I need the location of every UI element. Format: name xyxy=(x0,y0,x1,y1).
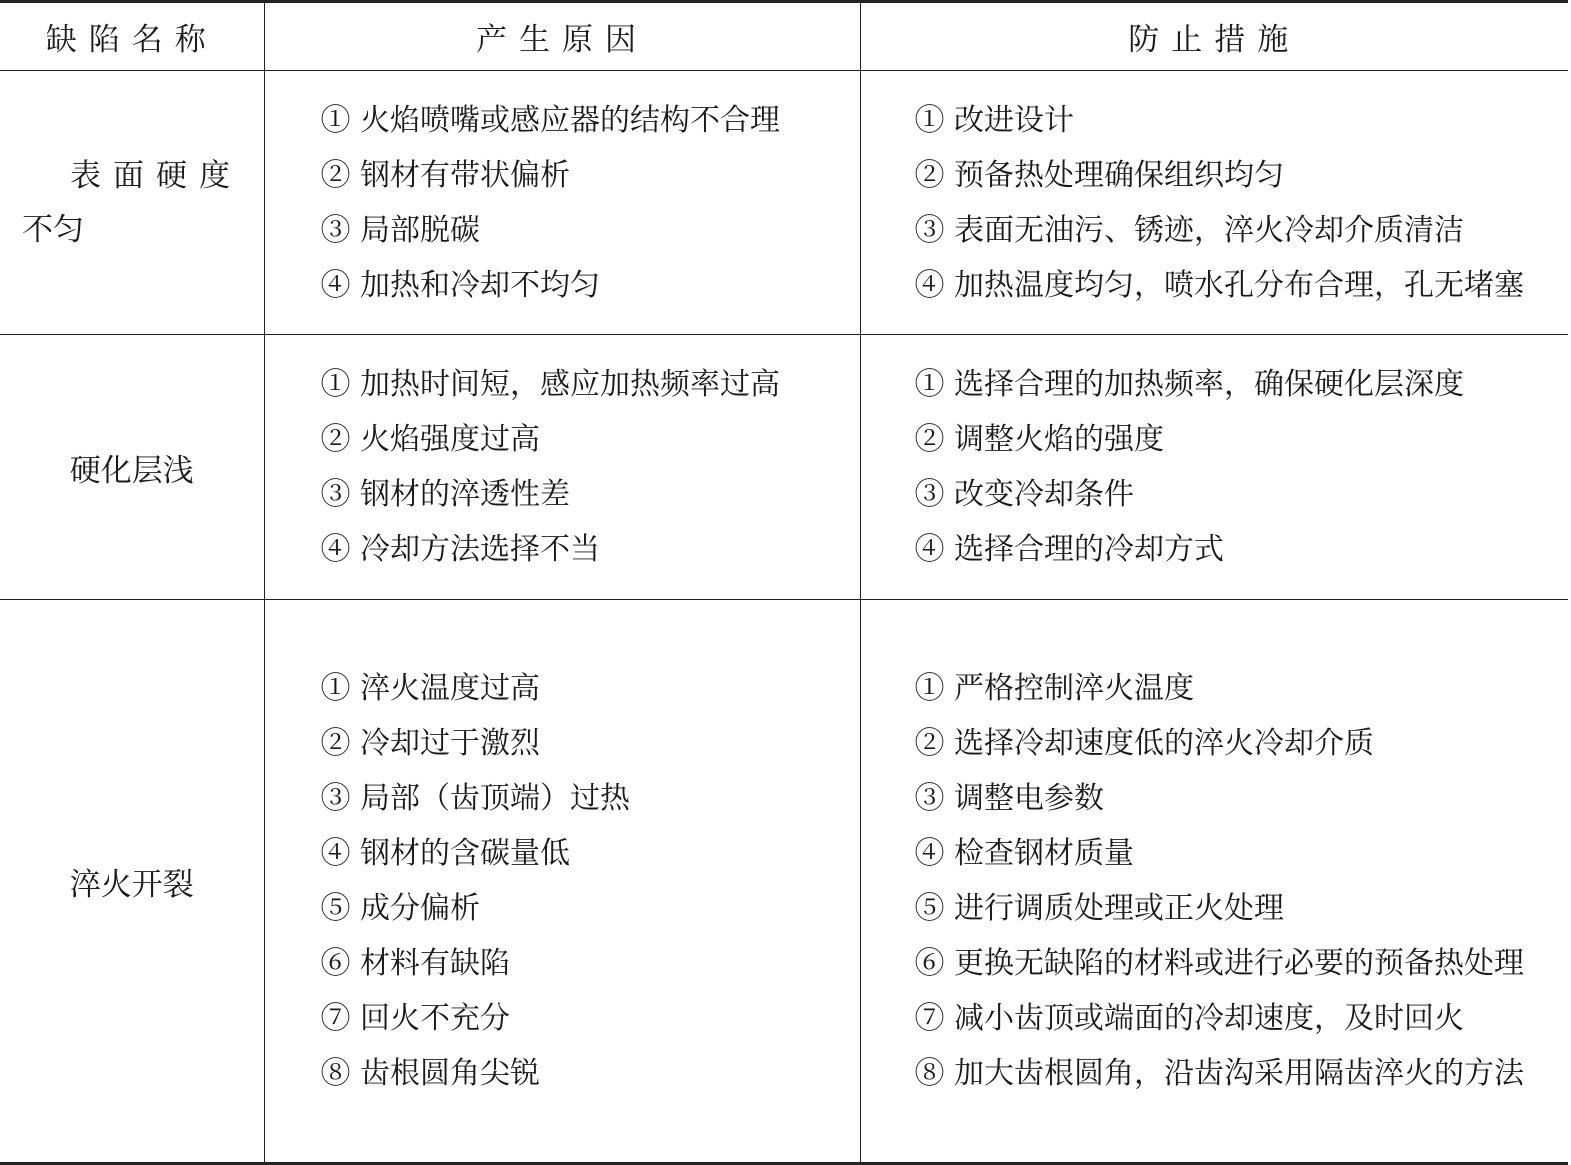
cause-item: ① 火焰喷嘴或感应器的结构不合理 xyxy=(320,102,781,138)
header-row xyxy=(0,2,1568,71)
cause-item: ⑧ 齿根圆角尖锐 xyxy=(320,1056,541,1091)
measure-item: ③ 调整电参数 xyxy=(914,781,1105,816)
measure-item: ④ 检查钢材质量 xyxy=(914,836,1135,871)
defect-name-cell: 淬火开裂 xyxy=(0,600,264,1164)
measure-item: ④ 加热温度均匀，喷水孔分布合理，孔无堵塞 xyxy=(914,267,1525,303)
table-row xyxy=(0,71,1568,335)
cause-item: ③ 局部脱碳 xyxy=(320,212,481,248)
measure-cell xyxy=(860,71,1568,335)
measure-cell xyxy=(860,600,1568,1164)
cause-cell xyxy=(264,71,860,335)
defect-name-line2: 不匀 xyxy=(22,211,84,248)
measure-item: ⑦ 减小齿顶或端面的冷却速度，及时回火 xyxy=(914,1001,1465,1036)
cause-item: ② 火焰强度过高 xyxy=(320,422,541,457)
measure-item: ⑥ 更换无缺陷的材料或进行必要的预备热处理 xyxy=(914,946,1525,981)
measure-item: ① 严格控制淬火温度 xyxy=(914,671,1195,706)
measure-item: ⑤ 进行调质处理或正火处理 xyxy=(914,891,1285,926)
defect-name-cell: 硬化层浅 xyxy=(0,335,264,600)
measure-item: ② 调整火焰的强度 xyxy=(914,422,1165,457)
measure-item: ④ 选择合理的冷却方式 xyxy=(914,532,1225,567)
cause-item: ① 淬火温度过高 xyxy=(320,671,541,706)
cause-item: ④ 钢材的含碳量低 xyxy=(320,836,571,871)
measure-item: ③ 改变冷却条件 xyxy=(914,477,1135,512)
table-body xyxy=(0,71,1568,1164)
defect-name-cell xyxy=(0,71,264,335)
header-prevention: 防止措施 xyxy=(860,2,1568,71)
table-row xyxy=(0,600,1568,1164)
header-cause: 产生原因 xyxy=(264,2,860,71)
measure-item: ② 预备热处理确保组织均匀 xyxy=(914,157,1285,193)
measure-item: ② 选择冷却速度低的淬火冷却介质 xyxy=(914,726,1375,761)
cause-item: ① 加热时间短，感应加热频率过高 xyxy=(320,367,781,402)
cause-item: ③ 钢材的淬透性差 xyxy=(320,477,571,512)
header-defect-name: 缺陷名称 xyxy=(0,2,264,71)
cause-item: ② 冷却过于激烈 xyxy=(320,726,541,761)
cause-item: ⑥ 材料有缺陷 xyxy=(320,946,511,981)
cause-item: ⑦ 回火不充分 xyxy=(320,1001,511,1036)
measure-item: ⑧ 加大齿根圆角，沿齿沟采用隔齿淬火的方法 xyxy=(914,1056,1525,1091)
cause-item: ④ 冷却方法选择不当 xyxy=(320,532,601,567)
cause-item: ③ 局部（齿顶端）过热 xyxy=(320,781,631,816)
measure-item: ① 改进设计 xyxy=(914,102,1075,138)
table-row xyxy=(0,335,1568,600)
cause-item: ② 钢材有带状偏析 xyxy=(320,157,571,193)
measure-cell xyxy=(860,335,1568,600)
cause-item: ④ 加热和冷却不均匀 xyxy=(320,267,601,303)
measure-item: ③ 表面无油污、锈迹，淬火冷却介质清洁 xyxy=(914,212,1465,248)
cause-cell xyxy=(264,335,860,600)
cause-cell xyxy=(264,600,860,1164)
defect-name-line1: 表面硬度 xyxy=(70,157,242,194)
measure-item: ① 选择合理的加热频率，确保硬化层深度 xyxy=(914,367,1465,402)
cause-item: ⑤ 成分偏析 xyxy=(320,891,481,926)
table-header xyxy=(0,2,1568,71)
